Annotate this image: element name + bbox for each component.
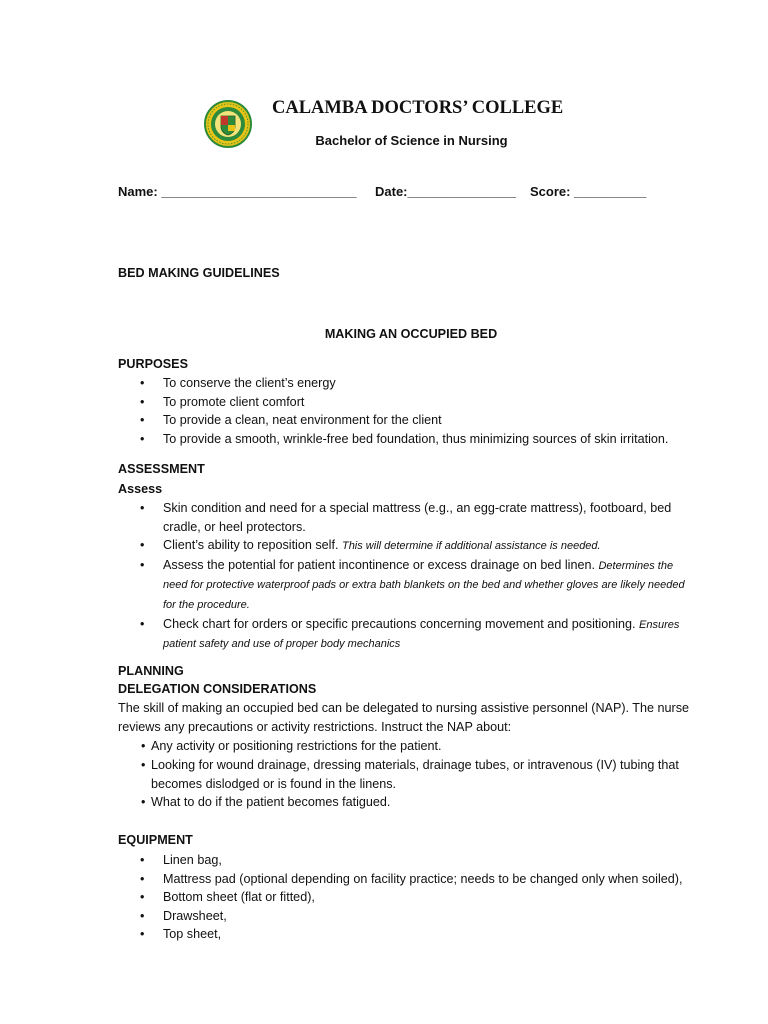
list-item: • Bottom sheet (flat or fitted), [140, 890, 315, 905]
purposes-list [118, 374, 718, 448]
list-item: • To provide a smooth, wrinkle-free bed foundation, thus minimizing sources of skin irritation. [140, 431, 669, 446]
delegation-paragraph: The skill of making an occupied bed can be delegated to nursing assistive personnel (NAP). The nurse reviews any precautions or activity restrictions. Instruct the NAP about: [118, 701, 690, 734]
list-item: • To conserve the client’s energy [140, 376, 336, 390]
date-field: Date:_______________ [375, 184, 516, 199]
college-name: CALAMBA DOCTORS’ COLLEGE [272, 98, 564, 118]
list-item: • Mattress pad (optional depending on facility practice; needs to be changed only when soiled), [140, 871, 683, 886]
equipment-heading: EQUIPMENT [118, 833, 193, 847]
list-item: • Client’s ability to reposition self. This will determine if additional assistance is needed. [140, 538, 601, 553]
delegation-list [141, 737, 701, 812]
list-item: • To promote client comfort [140, 394, 305, 409]
assess-subheading: Assess [118, 482, 163, 496]
program-name: Bachelor of Science in Nursing [315, 133, 508, 148]
purposes-heading: PURPOSES [118, 357, 188, 371]
planning-heading: PLANNING [118, 664, 184, 678]
delegation-subheading: DELEGATION CONSIDERATIONS [118, 682, 317, 696]
list-item: • Looking for wound drainage, dressing materials, drainage tubes, or intravenous (IV) tubing that becomes dislodged or is found in the linens. [141, 757, 679, 791]
assessment-heading: ASSESSMENT [118, 462, 205, 476]
list-item: • Skin condition and need for a special mattress (e.g., an egg-crate mattress), footboard, bed cradle, or heel protectors. [140, 501, 672, 534]
equipment-list [118, 851, 748, 944]
assessment-list [118, 499, 688, 654]
name-field: Name: ___________________________ [118, 184, 357, 199]
procedure-title: MAKING AN OCCUPIED BED [324, 327, 498, 341]
list-item: • Linen bag, [140, 853, 222, 867]
list-item: • Assess the potential for patient incontinence or excess drainage on bed linen. Determines the need for protective waterproof pads or extra bath blankets on the bed and whether gloves are likely needed for the procedure. [140, 557, 685, 611]
section-title: BED MAKING GUIDELINES [118, 266, 280, 280]
list-item: • Top sheet, [140, 927, 222, 942]
list-item: • Check chart for orders or specific precautions concerning movement and positioning. Ensures patient safety and use of proper body mechanics [140, 616, 680, 651]
list-item: • Any activity or positioning restrictions for the patient. [141, 739, 442, 753]
list-item: • Drawsheet, [140, 908, 227, 923]
score-field: Score: __________ [530, 184, 647, 199]
list-item: • To provide a clean, neat environment for the client [140, 413, 442, 428]
list-item: • What to do if the patient becomes fatigued. [141, 795, 391, 810]
